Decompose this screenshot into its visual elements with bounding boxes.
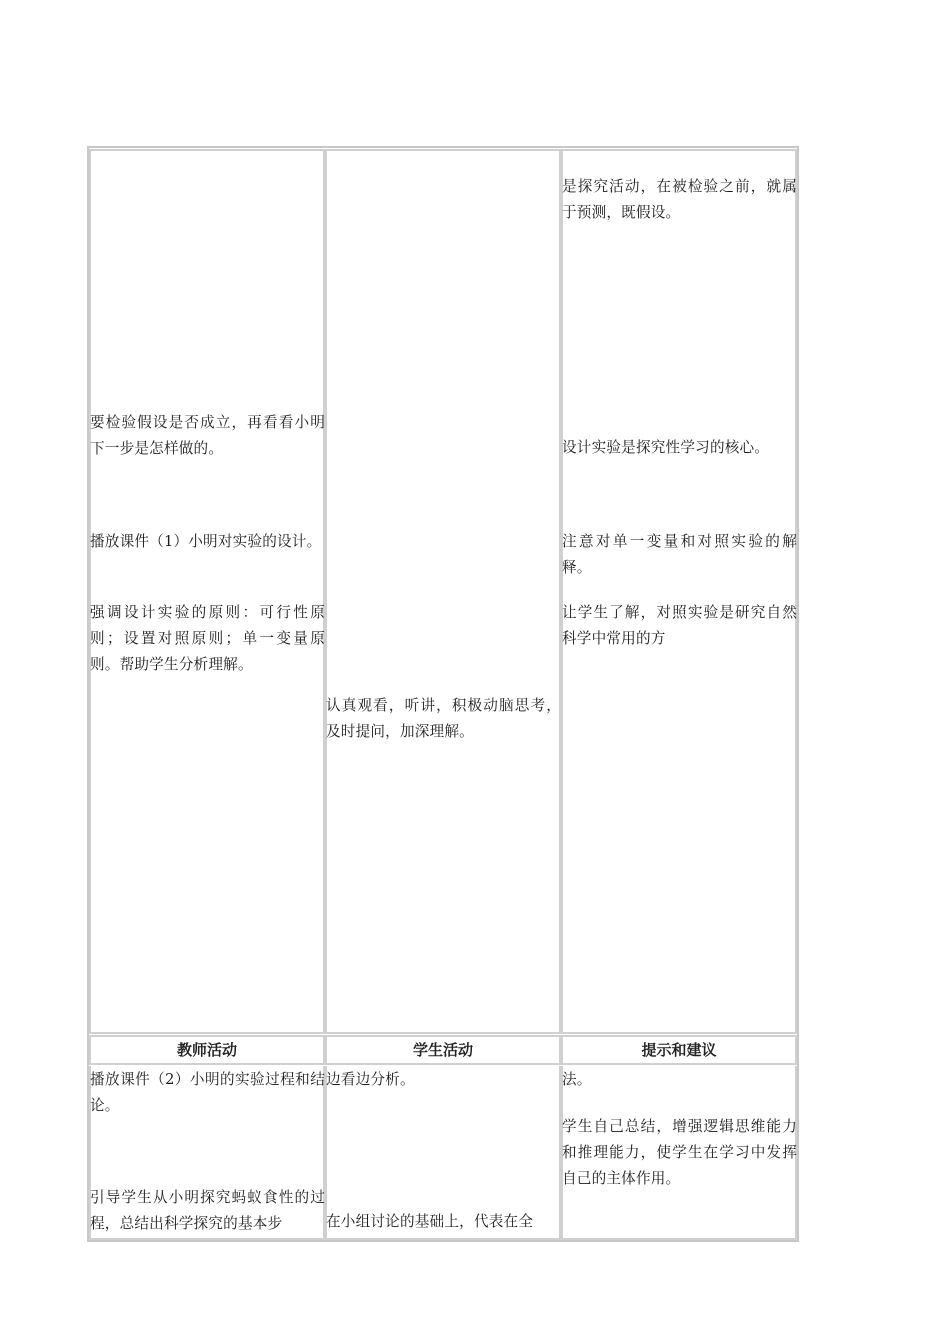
tips-text-3: 注意对单一变量和对照实验的解释。: [562, 533, 797, 576]
tips-text-2: 设计实验是探究性学习的核心。: [562, 439, 770, 456]
teacher-text-1: 要检验假设是否成立，再看看小明下一步是怎样做的。: [90, 414, 325, 457]
header-teacher-activity: [89, 1035, 325, 1065]
tips-cell-top: [561, 149, 797, 1034]
header-tips: [561, 1035, 797, 1065]
teacher-bottom-text-1: 播放课件（2）小明的实验过程和结论。: [90, 1071, 325, 1114]
tips-bottom-text-2: 学生自己总结，增强逻辑思维能力和推理能力，使学生在学习中发挥自己的主体作用。: [562, 1118, 797, 1187]
teacher-bottom-text-2: 引导学生从小明探究蚂蚁食性的过程，总结出科学探究的基本步: [90, 1189, 325, 1232]
header-tips-label: 提示和建议: [641, 1041, 717, 1059]
tips-text-4: 让学生了解，对照实验是研究自然科学中常用的方: [562, 604, 797, 647]
header-teacher-label: 教师活动: [176, 1041, 237, 1059]
student-bottom-text-1: 边看边分析。: [326, 1071, 415, 1088]
teacher-activity-cell-top: [89, 149, 325, 1034]
student-text-1: 认真观看，听讲，积极动脑思考，及时提问，加深理解。: [326, 697, 561, 740]
teacher-text-3: 强调设计实验的原则：可行性原则；设置对照原则；单一变量原则。帮助学生分析理解。: [90, 604, 325, 673]
student-activity-cell-top: [325, 149, 561, 1034]
header-student-label: 学生活动: [412, 1041, 473, 1059]
teacher-text-2: 播放课件（1）小明对实验的设计。: [90, 533, 322, 550]
tips-bottom-text-1: 法。: [562, 1071, 592, 1088]
header-student-activity: [325, 1035, 561, 1065]
student-bottom-text-2: 在小组讨论的基础上，代表在全: [326, 1213, 534, 1230]
tips-text-1: 是探究活动，在被检验之前，就属于预测，既假设。: [562, 178, 797, 221]
